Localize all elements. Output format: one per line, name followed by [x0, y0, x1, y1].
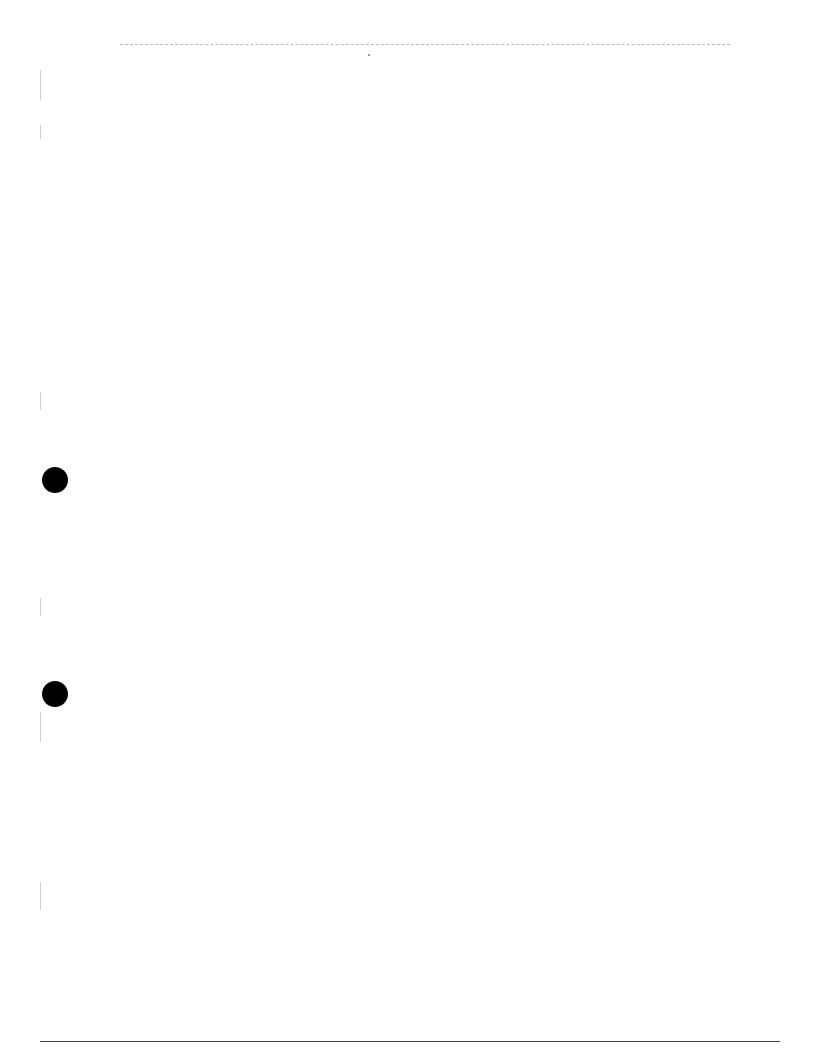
- margin-mark: [40, 70, 41, 100]
- margin-mark: [40, 392, 41, 410]
- footer-rule: [40, 1041, 780, 1042]
- scan-mark: [368, 54, 370, 56]
- margin-mark: [40, 712, 41, 742]
- top-scan-line: [120, 44, 730, 45]
- section-4-3: [116, 673, 761, 689]
- margin-mark: [40, 125, 41, 139]
- punch-hole: [42, 467, 68, 493]
- punch-hole: [42, 681, 68, 707]
- margin-mark: [40, 882, 41, 910]
- margin-mark: [40, 598, 41, 616]
- section-4-2: [116, 599, 761, 615]
